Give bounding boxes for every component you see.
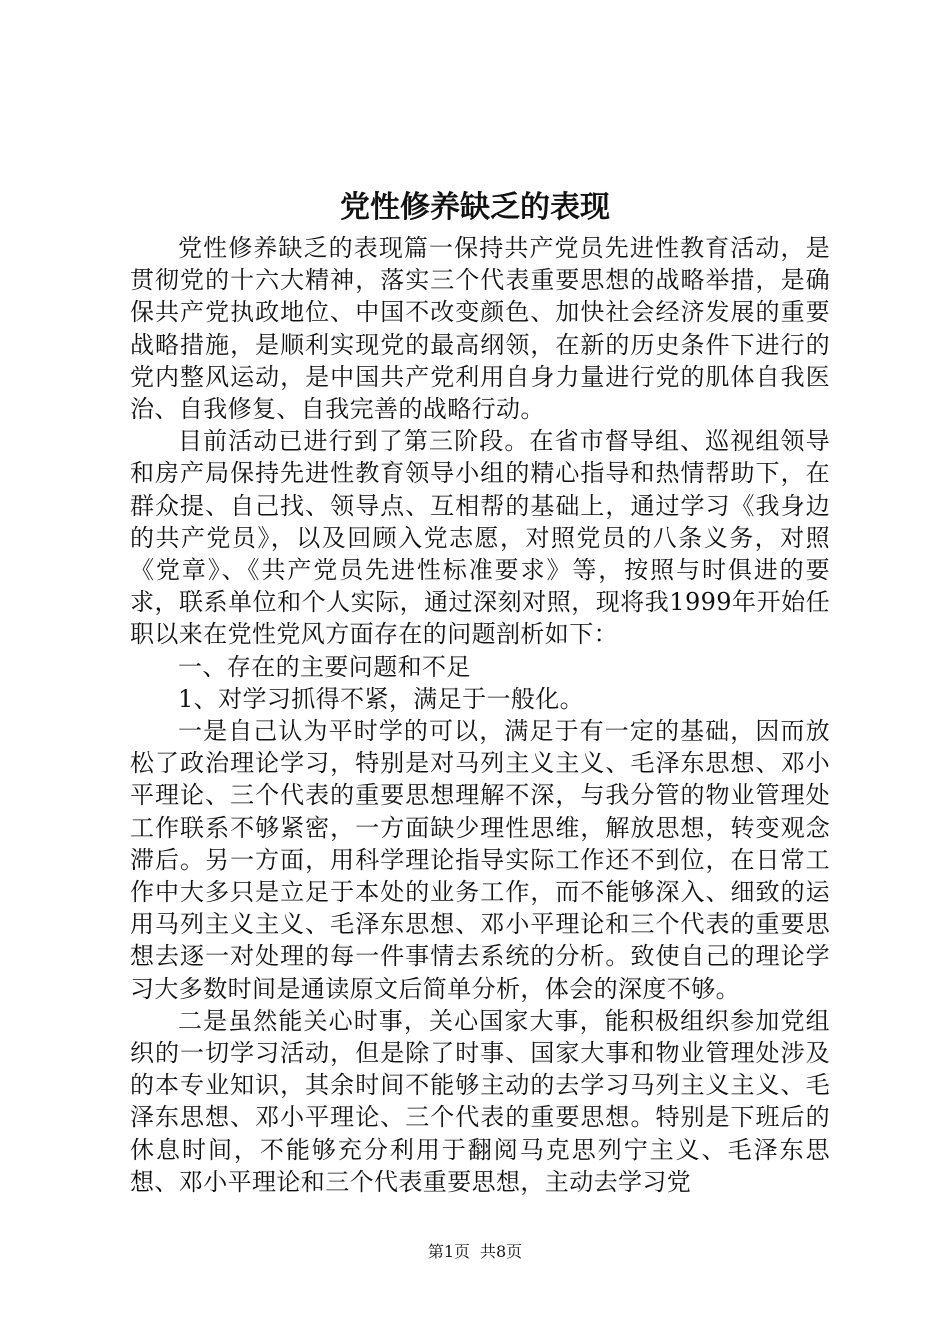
paragraph-stage: 目前活动已进行到了第三阶段。在省市督导组、巡视组领导和房产局保持先进性教育领导小组的精心指导和热情帮助下，在群众提、自己找、领导点、互相帮的基础上，通过学习《我身边的共产党员》，以及回顾入党志愿，对照党员的八条义务，对照《党章》、《共产党员先进性标准要求》等，按照与时俱进的要求，联系单位和个人实际，通过深刻对照，现将我1999年开始任职以来在党性党风方面存在的问题剖析如下： <box>130 427 830 649</box>
paragraph-intro: 党性修养缺乏的表现篇一保持共产党员先进性教育活动，是贯彻党的十六大精神，落实三个代表重要思想的战略举措，是确保共产党执政地位、中国不改变颜色、加快社会经济发展的重要战略措施，是顺利实现党的最高纲领，在新的历史条件下进行的党内整风运动，是中国共产党利用自身力量进行党的肌体自我医治、自我修复、自我完善的战略行动。 <box>130 234 830 424</box>
page-number: 第1页 <box>427 1242 470 1261</box>
section-heading: 一、存在的主要问题和不足 <box>178 652 471 681</box>
subsection-heading: 1、对学习抓得不紧，满足于一般化。 <box>178 684 585 713</box>
paragraph-point-two: 二是虽然能关心时事，关心国家大事，能积极组织参加党组织的一切学习活动，但是除了时事、国家大事和物业管理处涉及的本专业知识，其余时间不能够主动的去学习马列主义主义、毛泽东思想、邓小平理论、三个代表的重要思想。特别是下班后的休息时间，不能够充分利用于翻阅马克思列宁主义、毛泽东思想、邓小平理论和三个代表重要思想，主动去学习党 <box>130 1006 830 1196</box>
page-footer <box>0 1240 950 1264</box>
document-body <box>130 232 830 1198</box>
paragraph-point-one: 一是自己认为平时学的可以，满足于有一定的基础，因而放松了政治理论学习，特别是对马列主义主义、毛泽东思想、邓小平理论、三个代表的重要思想理解不深，与我分管的物业管理处工作联系不够紧密，一方面缺少理性思维，解放思想，转变观念滞后。另一方面，用科学理论指导实际工作还不到位，在日常工作中大多只是立足于本处的业务工作，而不能够深入、细致的运用马列主义主义、毛泽东思想、邓小平理论和三个代表的重要思想去逐一对处理的每一件事情去系统的分析。致使自己的理论学习大多数时间是通读原文后简单分析，体会的深度不够。 <box>130 717 830 1003</box>
page-total: 共8页 <box>480 1242 523 1261</box>
document-title: 党性修养缺乏的表现 <box>340 190 610 225</box>
